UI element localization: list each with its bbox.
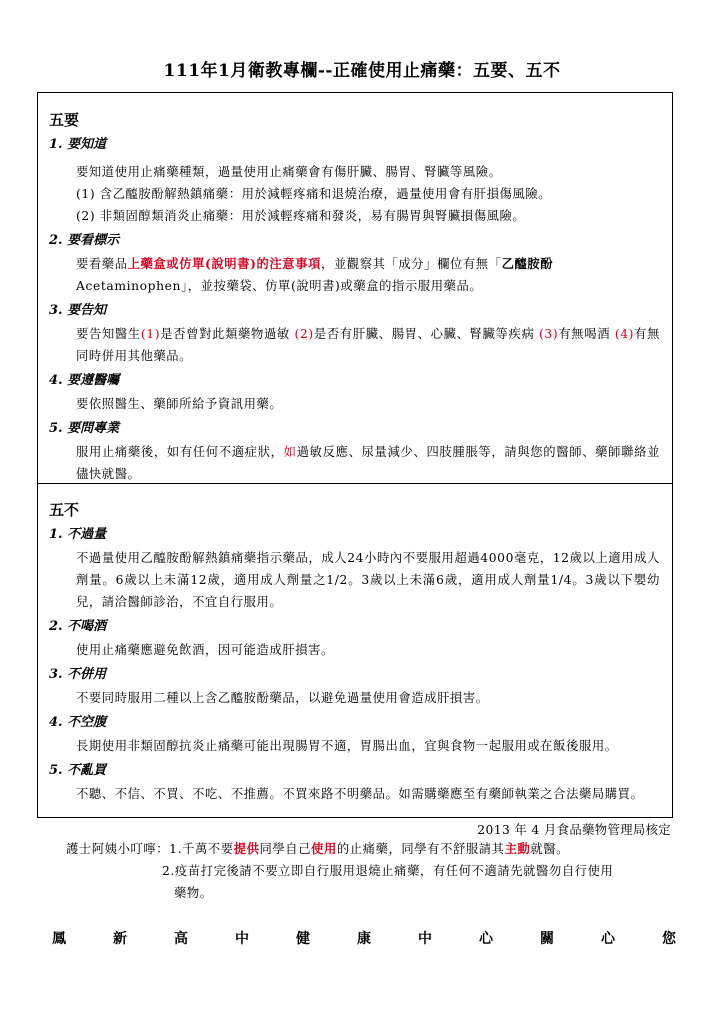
- do-item-2-bold: 乙醯胺酚: [501, 256, 554, 271]
- dont-item-5-text: 不聽、不信、不買、不吃、不推薦。不買來路不明藥品。如需購藥應至有藥師執業之合法藥局購買。: [76, 787, 644, 801]
- nurse-reminder-line-1: [66, 838, 676, 860]
- do-item-2-highlight: 上藥盒或仿單(說明書)的注意事項: [127, 256, 321, 271]
- nurse-text: 的止痛藥，同學有不舒服請其: [336, 842, 505, 856]
- do-item-3-number: (1): [140, 327, 161, 341]
- do-item-5-heading: 5. 要問專業: [49, 421, 120, 436]
- do-item-3-part: 要告知醫生: [76, 327, 141, 341]
- do-item-2-part: 要看藥品: [76, 257, 128, 271]
- footer-char: 健: [296, 931, 310, 947]
- nurse-highlight: 使用: [311, 841, 337, 856]
- do-item-4-heading: 4. 要遵醫囑: [49, 373, 120, 388]
- nurse-text: 同學自己: [259, 842, 312, 856]
- do-item-2-part: Acetaminophen」，並按藥袋、仿單(說明書)或藥盒的指示服用藥品。: [76, 279, 483, 293]
- footer-char: 鳳: [52, 931, 66, 947]
- nurse-text: 就醫。: [530, 842, 570, 856]
- do-item-3-part: 是否曾對此類藥物過敏: [160, 327, 295, 341]
- do-item-1-line-1: 要知道使用止痛藥種類，過量使用止痛藥會有傷肝臟、腸胃、腎臟等風險。: [76, 165, 502, 179]
- nurse-highlight: 主動: [504, 841, 531, 856]
- do-item-3-number: (4): [614, 327, 635, 341]
- do-item-3-part: 是否有肝臟、腸胃、心臟、腎臟等疾病: [313, 327, 540, 341]
- dont-item-2-heading: 2. 不喝酒: [49, 619, 107, 634]
- dont-item-3-heading: 3. 不併用: [49, 667, 107, 682]
- nurse-text: 護士阿姨小叮嚀：1.千萬不要: [66, 842, 234, 856]
- do-item-5-text: [76, 441, 660, 485]
- five-do-section: [37, 92, 673, 484]
- do-item-1-line-3: (2) 非類固醇類消炎止痛藥：用於減輕疼痛和發炎，易有腸胃與腎臟損傷風險。: [76, 209, 526, 223]
- footer-char: 心: [479, 931, 493, 947]
- do-item-2-heading: 2. 要看標示: [49, 233, 120, 248]
- page-title: 111年1月衛教專欄--正確使用止痛藥：五要、五不: [163, 61, 561, 81]
- do-item-3-heading: 3. 要告知: [49, 303, 107, 318]
- do-item-3-number: (2): [294, 327, 314, 341]
- nurse-reminder: [66, 838, 676, 904]
- dont-item-4-heading: 4. 不空腹: [49, 715, 107, 730]
- footer-char: 您: [662, 931, 676, 947]
- do-item-2-text: [76, 253, 660, 297]
- do-item-5-highlight: 如: [283, 445, 297, 459]
- dont-item-1-heading: 1. 不過量: [49, 527, 107, 542]
- do-item-4-text: 要依照醫生、藥師所給予資訊用藥。: [76, 397, 283, 411]
- nurse-reminder-line-2: 2.疫苗打完後請不要立即自行服用退燒止痛藥，有任何不適請先就醫勿自行使用: [162, 864, 614, 878]
- do-item-3-number: (3): [539, 327, 559, 341]
- do-item-1-heading: 1. 要知道: [49, 137, 107, 152]
- footer-char: 高: [174, 931, 188, 947]
- do-item-5-part: 過敏反應、尿量減少、四肢腫脹等，請與您的醫師、藥師聯絡並儘快就醫。: [76, 445, 660, 481]
- five-dont-heading: 五不: [49, 501, 80, 519]
- footer-char: 心: [601, 931, 615, 947]
- footer-char: 新: [113, 931, 127, 947]
- dont-item-4-text: 長期使用非類固醇抗炎止痛藥可能出現腸胃不適，胃腸出血，宜與食物一起服用或在飯後服用。: [76, 739, 618, 753]
- five-do-heading: 五要: [49, 111, 80, 129]
- dont-item-1-text: 不過量使用乙醯胺酚解熱鎮痛藥指示藥品，成人24小時內不要服用超過4000毫克，12歲以上適用成人劑量。6歲以上未滿12歲，適用成人劑量之1/2。3歲以上未滿6歲，適用成人劑量1/4。3歲以下嬰幼兒，請洽醫師診治，不宜自行服用。: [76, 551, 660, 609]
- footer-signature: [52, 928, 676, 948]
- do-item-3-part: 有無同時併用其他藥品。: [76, 327, 660, 363]
- do-item-5-part: 服用止痛藥後，如有任何不適症狀，: [76, 445, 284, 459]
- nurse-highlight: 提供: [233, 841, 260, 856]
- do-item-3-text: [76, 323, 660, 367]
- dont-item-2-text: 使用止痛藥應避免飲酒，因可能造成肝損害。: [76, 643, 334, 657]
- do-item-1-line-2: (1) 含乙醯胺酚解熱鎮痛藥：用於減輕疼痛和退燒治療，過量使用會有肝損傷風險。: [76, 187, 552, 201]
- dont-item-5-heading: 5. 不亂買: [49, 763, 107, 778]
- footer-char: 中: [418, 931, 432, 947]
- nurse-reminder-line-3: 藥物。: [174, 886, 213, 900]
- five-dont-section: [37, 484, 673, 818]
- footer-char: 康: [357, 931, 371, 947]
- footer-char: 中: [235, 931, 249, 947]
- footer-char: 關: [540, 931, 554, 947]
- verification-note: 2013 年 4 月食品藥物管理局核定: [477, 823, 671, 837]
- do-item-2-part: ，並觀察其「成分」欄位有無「: [321, 257, 502, 271]
- dont-item-3-text: 不要同時服用二種以上含乙醯胺酚藥品，以避免過量使用會造成肝損害。: [76, 691, 489, 705]
- do-item-3-part: 有無喝酒: [558, 327, 615, 341]
